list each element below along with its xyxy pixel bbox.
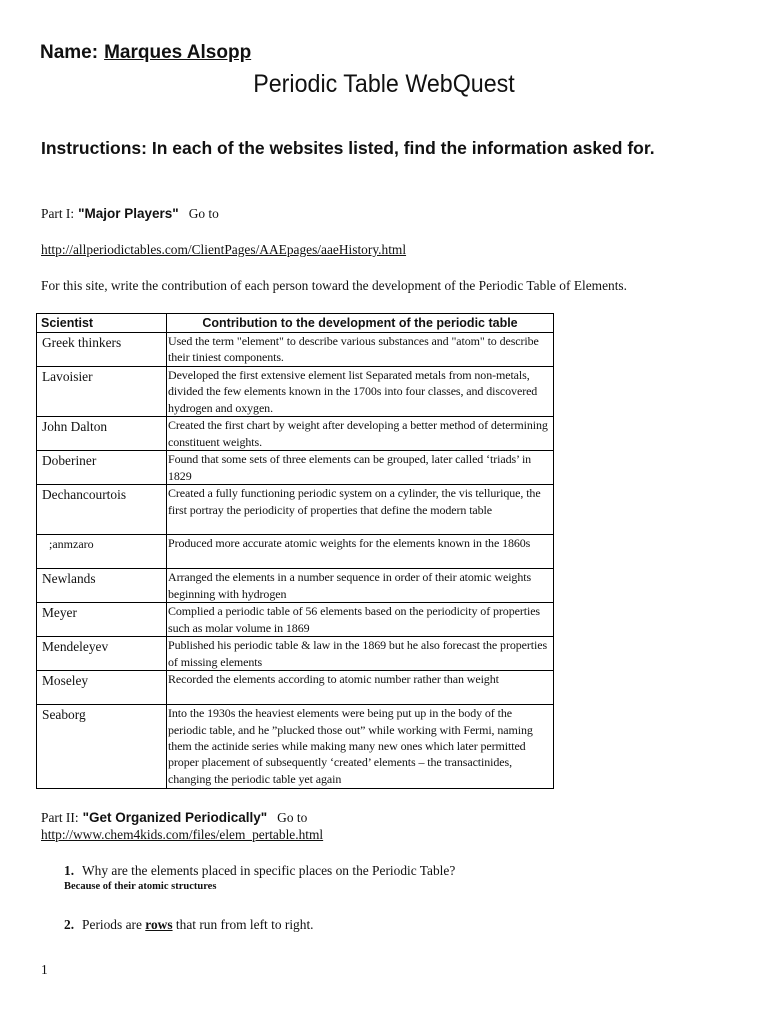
page-number: 1 <box>41 962 48 977</box>
table-row <box>37 451 554 485</box>
table-row <box>37 417 554 451</box>
contribution-table <box>36 313 554 789</box>
name-value: Marques Alsopp <box>104 42 252 63</box>
question-2-post: that run from left to right. <box>175 917 314 932</box>
question-2-answer: rows <box>145 917 173 932</box>
scientist-cell: ;anmzaro <box>37 535 167 569</box>
scientist-cell: Seaborg <box>37 705 167 789</box>
scientist-cell: John Dalton <box>37 417 167 451</box>
table-row <box>37 535 554 569</box>
part2-title: "Get Organized Periodically" <box>82 810 268 825</box>
scientist-cell: Dechancourtois <box>37 485 167 535</box>
part2-heading <box>41 810 307 826</box>
part1-goto: Go to <box>188 206 219 221</box>
question-2 <box>64 917 314 933</box>
contribution-cell: Used the term "element" to describe various substances and "atom" to describe their tiniest components. <box>167 333 554 367</box>
name-label: Name: <box>40 42 99 63</box>
part1-label: Part I: <box>41 206 75 221</box>
scientist-cell: Newlands <box>37 569 167 603</box>
contribution-cell: Arranged the elements in a number sequence in order of their atomic weights beginning with hydrogen <box>167 569 554 603</box>
table-row <box>37 671 554 705</box>
header-scientist: Scientist <box>37 314 167 333</box>
contribution-cell: Produced more accurate atomic weights for the elements known in the 1860s <box>167 535 554 569</box>
contribution-cell: Created the first chart by weight after developing a better method of determining constituent weights. <box>167 417 554 451</box>
table-row <box>37 603 554 637</box>
document-title: Periodic Table WebQuest <box>253 70 515 98</box>
scientist-cell: Greek thinkers <box>37 333 167 367</box>
header-contribution: Contribution to the development of the periodic table <box>167 314 554 333</box>
table-header-row <box>37 314 554 333</box>
question-2-pre: Periods are <box>82 917 142 932</box>
contribution-cell: Found that some sets of three elements can be grouped, later called ‘triads’ in 1829 <box>167 451 554 485</box>
question-1 <box>64 863 455 879</box>
scientist-cell: Meyer <box>37 603 167 637</box>
instructions: Instructions: In each of the websites listed, find the information asked for. <box>41 138 655 158</box>
contribution-cell: Developed the first extensive element list Separated metals from non-metals, divided the few elements known in the 1700s into four classes, and discovered hydrogen and oxygen. <box>167 367 554 417</box>
contribution-cell: Complied a periodic table of 56 elements based on the periodicity of properties such as molar volume in 1869 <box>167 603 554 637</box>
name-line <box>40 42 251 64</box>
contribution-cell: Into the 1930s the heaviest elements were being put up in the body of the periodic table, and he ”plucked those out” while working with Fermi, naming them the actinide series while making many new ones which later permitted proper placement of subsequently ‘created’ elements – the transactinides, changing the periodic table yet again <box>167 705 554 789</box>
contribution-cell: Recorded the elements according to atomic number rather than weight <box>167 671 554 705</box>
scientist-cell: Moseley <box>37 671 167 705</box>
table-row <box>37 569 554 603</box>
part1-title: "Major Players" <box>78 206 179 221</box>
part1-instruction: For this site, write the contribution of each person toward the development of the Periodic Table of Elements. <box>41 278 627 293</box>
scientist-cell: Doberiner <box>37 451 167 485</box>
part1-heading <box>41 206 219 222</box>
question-1-text: Why are the elements placed in specific places on the Periodic Table? <box>82 863 456 878</box>
part1-url-link[interactable]: http://allperiodictables.com/ClientPages/AAEpages/aaeHistory.html <box>41 242 407 257</box>
part2-url-link[interactable]: http://www.chem4kids.com/files/elem_pertable.html <box>41 827 324 842</box>
contribution-cell: Published his periodic table & law in the 1869 but he also forecast the properties of missing elements <box>167 637 554 671</box>
scientist-cell: Lavoisier <box>37 367 167 417</box>
table-row <box>37 333 554 367</box>
table-row <box>37 485 554 535</box>
table-row <box>37 367 554 417</box>
part2-goto: Go to <box>277 810 308 825</box>
contribution-cell: Created a fully functioning periodic system on a cylinder, the vis tellurique, the first portray the periodicity of properties that define the modern table <box>167 485 554 535</box>
answer-1: Because of their atomic structures <box>64 881 217 892</box>
question-1-number: 1. <box>64 863 75 878</box>
part2-label: Part II: <box>41 810 79 825</box>
question-2-number: 2. <box>64 917 75 932</box>
table-row <box>37 637 554 671</box>
table-row <box>37 705 554 789</box>
scientist-cell: Mendeleyev <box>37 637 167 671</box>
